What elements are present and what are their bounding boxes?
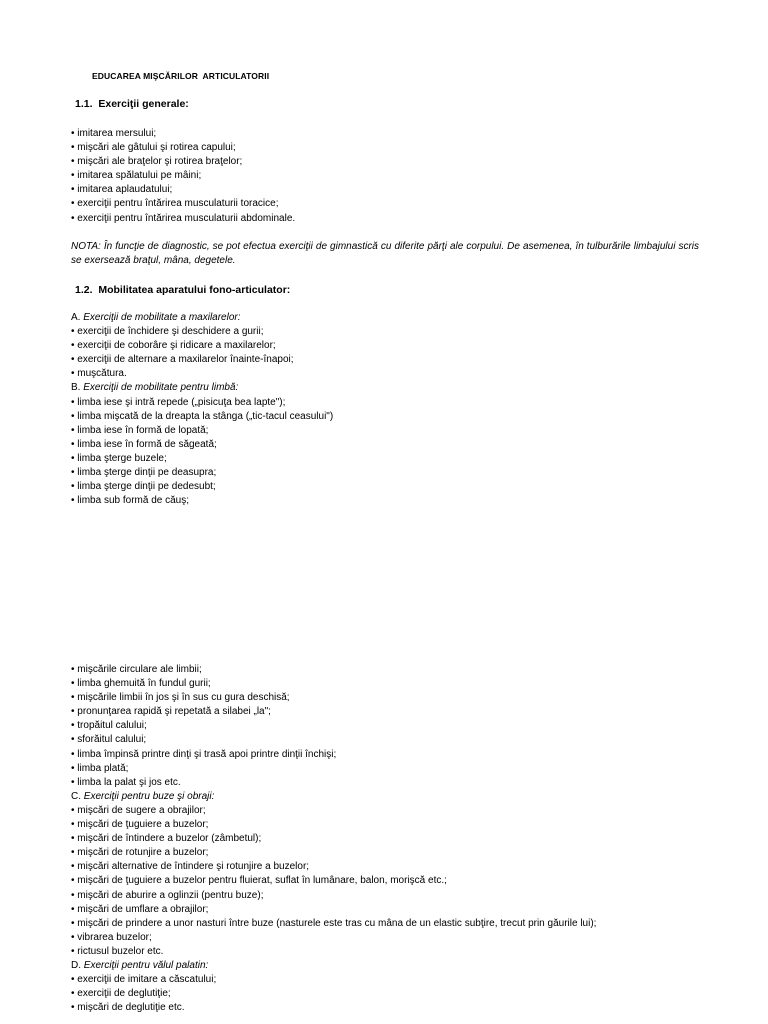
subsection-title: Exerciţii de mobilitate a maxilarelor: (83, 312, 241, 323)
list-item: • mişcări alternative de întindere şi rotunjire a buzelor; (71, 860, 596, 874)
list-item: • vibrarea buzelor; (71, 931, 596, 945)
list-item: • limba şterge buzele; (71, 452, 333, 466)
list-item: • limba iese şi intră repede („pisicuţa bea lapte"); (71, 396, 333, 410)
subsection-letter: A. (71, 312, 81, 323)
mobility-list-part-2 (71, 663, 596, 1015)
list-item: • mişcări de sugere a obrajilor; (71, 804, 596, 818)
subsection-letter: B. (71, 382, 81, 394)
list-item: • imitarea spălatului pe mâini; (71, 169, 295, 183)
list-item: • exerciţii de deglutiţie; (71, 987, 596, 1001)
list-item: • limba la palat şi jos etc. (71, 776, 596, 790)
diagnostic-note: NOTA: În funcţie de diagnostic, se pot efectua exerciţii de gimnastică cu diferite părţi ale corpului. De asemenea, în tulburările limbajului scris se exersează braţul, mâna, degetele. (71, 241, 699, 266)
subsection-letter: C. (71, 790, 81, 802)
list-item: • sforăitul calului; (71, 733, 596, 747)
section-heading-general-exercises: 1.1. Exerciţii generale: (75, 98, 189, 110)
list-item: • mişcări ale braţelor şi rotirea braţelor; (71, 155, 295, 169)
subsection-title: Exerciţii pentru buze şi obraji: (83, 790, 215, 802)
document-title: EDUCAREA MIŞCĂRILOR ARTICULATORII (92, 71, 270, 81)
general-exercises-list (71, 127, 295, 226)
list-item: • exerciţii de imitare a căscatului; (71, 973, 596, 987)
list-item: • mişcările limbii în jos şi în sus cu gura deschisă; (71, 691, 596, 705)
list-item: • mişcări de întindere a buzelor (zâmbetul); (71, 832, 596, 846)
list-item: • tropăitul calului; (71, 719, 596, 733)
subsection-letter: D. (71, 959, 81, 971)
list-item: • limba împinsă printre dinţi şi trasă apoi printre dinţii închişi; (71, 748, 596, 762)
list-item: • limba şterge dinţii pe deasupra; (71, 466, 333, 480)
list-item: • limba şterge dinţii pe dedesubt; (71, 480, 333, 494)
subsection-title: Exerciţii pentru vălul palatin: (83, 959, 209, 971)
list-item: • imitarea aplaudatului; (71, 183, 295, 197)
subsection-heading-lips-cheeks (71, 790, 596, 804)
subsection-title: Exerciţii de mobilitate pentru limbă: (83, 382, 239, 394)
list-item: • exerciţii de coborâre şi ridicare a maxilarelor; (71, 339, 333, 353)
list-item: • limba ghemuită în fundul gurii; (71, 677, 596, 691)
list-item: • exerciţii de alternare a maxilarelor înainte-înapoi; (71, 353, 333, 367)
list-item: • exerciţii pentru întărirea musculaturii toracice; (71, 197, 295, 211)
list-item: • muşcătura. (71, 367, 333, 381)
list-item: • mişcări de ţuguiere a buzelor pentru fluierat, suflat în lumânare, balon, morişcă etc.; (71, 874, 596, 888)
section-heading-mobility: 1.2. Mobilitatea aparatului fono-articulator: (75, 284, 291, 296)
list-item: • rictusul buzelor etc. (71, 945, 596, 959)
list-item: • mişcări de deglutiţie etc. (71, 1001, 596, 1015)
list-item: • mişcări de rotunjire a buzelor; (71, 846, 596, 860)
list-item: • imitarea mersului; (71, 127, 295, 141)
list-item: • exerciţii de închidere şi deschidere a gurii; (71, 325, 333, 339)
list-item: • limba iese în formă de săgeată; (71, 438, 333, 452)
subsection-heading-soft-palate (71, 959, 596, 973)
list-item: • mişcări de umflare a obrajilor; (71, 903, 596, 917)
subsection-heading-jaws (71, 311, 333, 325)
mobility-list-part-1 (71, 311, 333, 508)
list-item: • exerciţii pentru întărirea musculaturii abdominale. (71, 212, 295, 226)
list-item: • mişcări de aburire a oglinzii (pentru buze); (71, 889, 596, 903)
list-item: • limba plată; (71, 762, 596, 776)
list-item: • limba iese în formă de lopată; (71, 424, 333, 438)
list-item: • mişcări ale gâtului şi rotirea capului; (71, 141, 295, 155)
subsection-heading-tongue (71, 381, 333, 395)
list-item: • mişcările circulare ale limbii; (71, 663, 596, 677)
list-item: • pronunţarea rapidă şi repetată a silabei „la"; (71, 705, 596, 719)
list-item: • limba mişcată de la dreapta la stânga („tic-tacul ceasului") (71, 410, 333, 424)
list-item: • limba sub formă de căuş; (71, 494, 333, 508)
list-item: • mişcări de ţuguiere a buzelor; (71, 818, 596, 832)
list-item: • mişcări de prindere a unor nasturi între buze (nasturele este tras cu mâna de un elastic subţire, trecut prin găurile lui); (71, 917, 596, 931)
